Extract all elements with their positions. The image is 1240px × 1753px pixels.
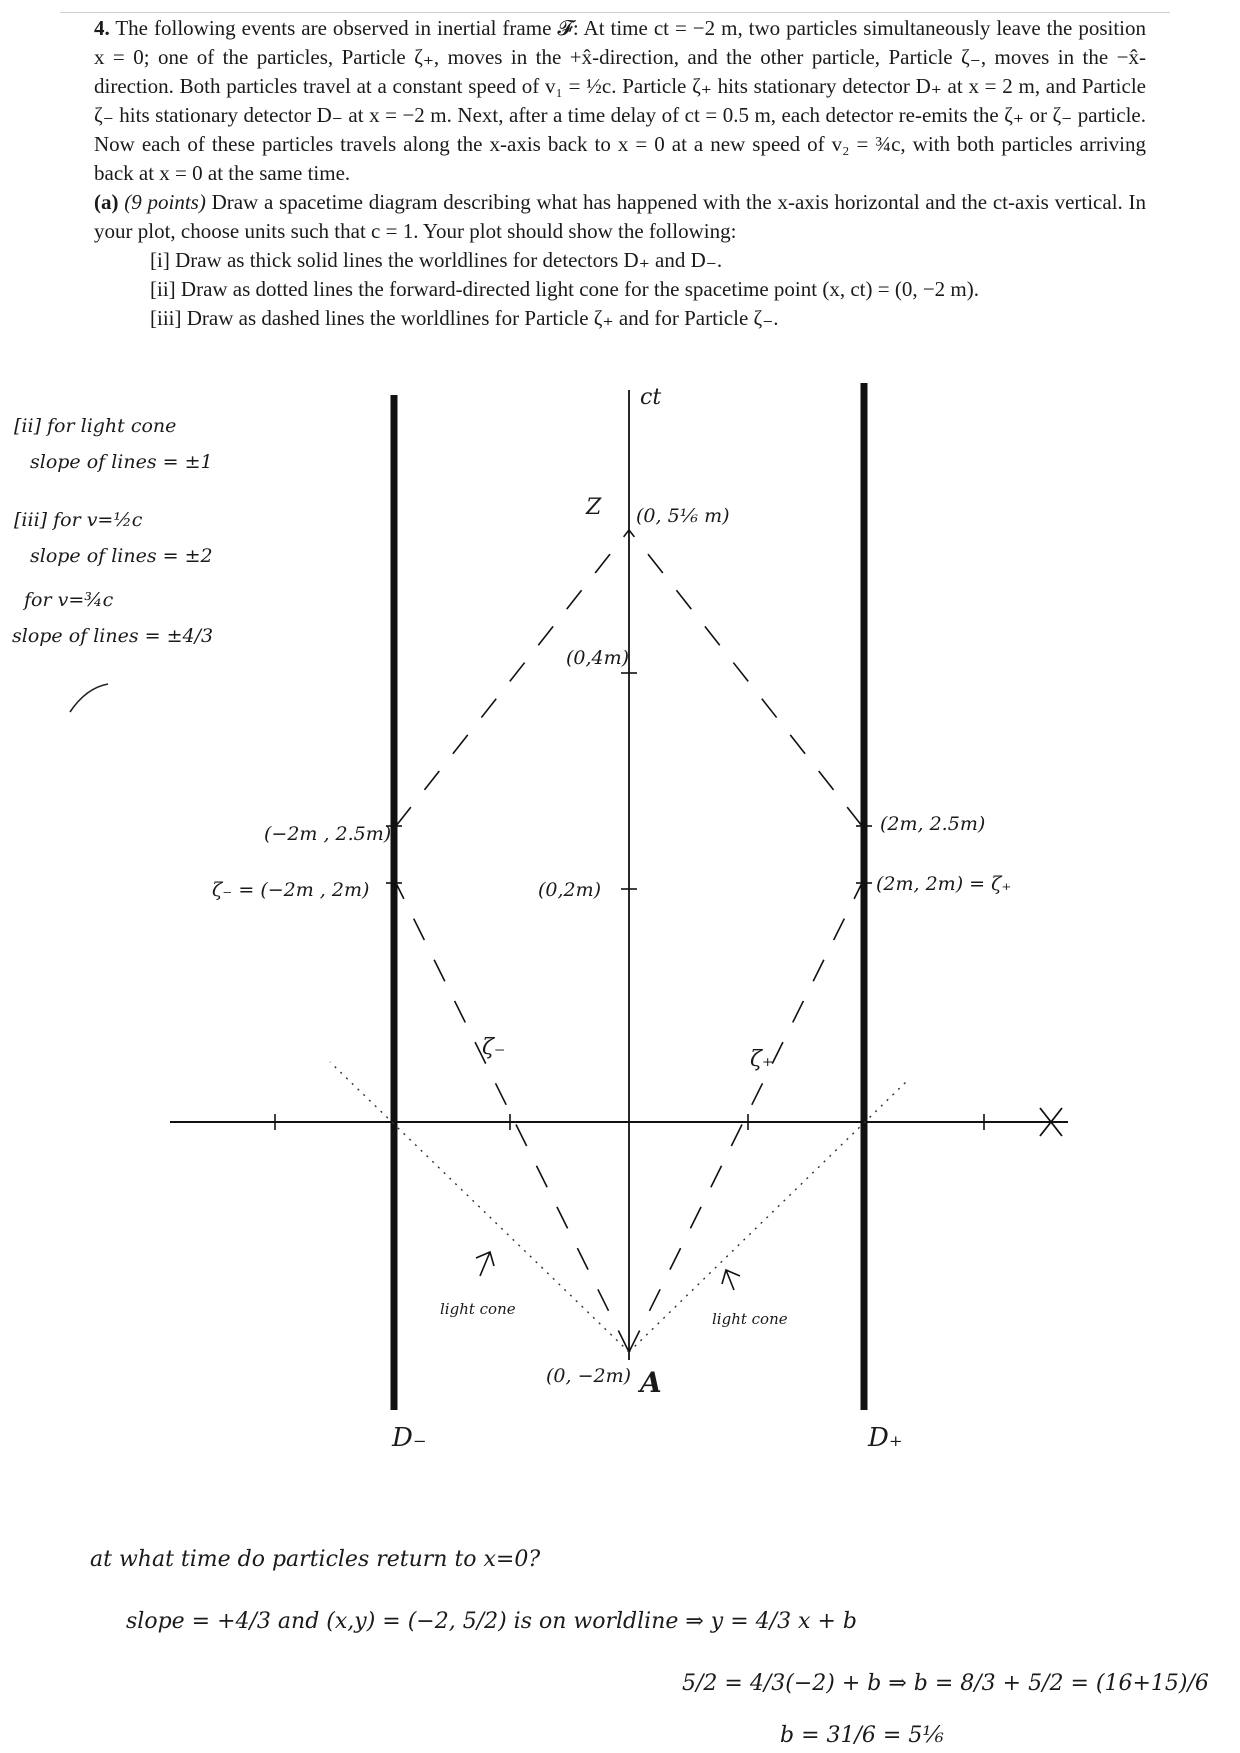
light-cone [330, 1062, 908, 1352]
left-upper-event-label: (−2m , 2.5m) [264, 823, 392, 845]
margin-notes [12, 415, 213, 647]
margin-note-1: [ii] for light cone [14, 415, 177, 437]
work-line-1: slope = +4/3 and (x,y) = (−2, 5/2) is on worldline ⇒ y = 4/3 x + b [126, 1609, 857, 1634]
right-lower-event-label: (2m, 2m) = ζ₊ [876, 873, 1012, 895]
light-cone-left-label: light cone [440, 1300, 516, 1318]
light-cone-notes [440, 1300, 788, 1328]
light-cone-right-arrow [722, 1270, 740, 1290]
event-a-label: A [640, 1366, 662, 1399]
detector-dplus-label: D₊ [868, 1423, 903, 1453]
margin-note-2: slope of lines = ±1 [30, 451, 213, 473]
light-cone-right-label: light cone [712, 1310, 788, 1328]
zeta-plus-line-label: ζ₊ [750, 1047, 774, 1072]
top-point-label: (0, 5⅙ m) [636, 505, 730, 527]
origin-event-label: (0, −2m) [546, 1365, 632, 1387]
zeta-minus-outbound-line [396, 883, 629, 1352]
part-a-label: (a) [94, 190, 119, 214]
zeta-plus-return-line [629, 530, 862, 826]
light-cone-left-arrow [476, 1252, 494, 1276]
margin-note-4: slope of lines = ±2 [30, 545, 213, 567]
part-a-item-iii: [iii] Draw as dashed lines the worldlines for Particle ζ₊ and for Particle ζ₋. [150, 306, 779, 330]
part-a-text: Draw a spacetime diagram describing what has happened with the x-axis horizontal and the ct-axis vertical. In your plot, choose units such that c = 1. Your plot should show the following: [94, 190, 1147, 243]
margin-note-5: for v=¾c [24, 589, 114, 611]
point-0-2-label: (0,2m) [538, 879, 602, 901]
work-line-3: b = 31/6 = 5⅙ [780, 1723, 944, 1748]
ct-axis-label: ct [640, 385, 662, 410]
margin-note-6: slope of lines = ±4/3 [12, 625, 214, 647]
work-line-2: 5/2 = 4/3(−2) + b ⇒ b = 8/3 + 5/2 = (16+15)/6 [682, 1671, 1209, 1696]
part-a-points: (9 points) [124, 190, 206, 214]
part-a-item-ii: [ii] Draw as dotted lines the forward-directed light cone for the spacetime point (x, ct) = (0, −2 m). [150, 277, 979, 301]
z-label: Z [586, 495, 602, 520]
zeta-minus-line-label: ζ₋ [482, 1035, 506, 1060]
part-a-item-i: [i] Draw as thick solid lines the worldlines for detectors D₊ and D₋. [150, 248, 723, 272]
right-upper-event-label: (2m, 2.5m) [880, 813, 986, 835]
handwritten-work [90, 1547, 1209, 1748]
problem-intro-text: The following events are observed in inertial frame 𝓕: At time ct = −2 m, two particles simultaneously leave the position x = 0; one of the particles, Particle ζ₊, moves in the +x̂-direction, and the other particle, Particle ζ₋, moves in the −x̂-direction. Both particles travel at a constant speed of v₁ = ½c. Particle ζ₊ hits stationary detector D₊ at x = 2 m, and Particle ζ₋ hits stationary detector D₋ at x = −2 m. Next, after a time delay of ct = 0.5 m, each detector re-emits the ζ₊ or ζ₋ particle. Now each of these particles travels along the x-axis back to x = 0 at a new speed of v₂ = ¾c, with both particles arriving back at x = 0 at the same time. [94, 16, 1146, 185]
work-question: at what time do particles return to x=0? [90, 1547, 541, 1572]
margin-squiggle [70, 684, 108, 712]
problem-number: 4. [94, 16, 110, 40]
zeta-plus-outbound-line [629, 883, 862, 1352]
detector-dminus-label: D₋ [392, 1423, 427, 1453]
diagram-labels [212, 495, 1011, 1399]
point-0-4-label: (0,4m) [566, 647, 630, 669]
zeta-minus-return-line [396, 530, 629, 826]
left-lower-event-label: ζ₋ = (−2m , 2m) [212, 879, 370, 901]
margin-note-3: [iii] for v=½c [14, 509, 143, 531]
